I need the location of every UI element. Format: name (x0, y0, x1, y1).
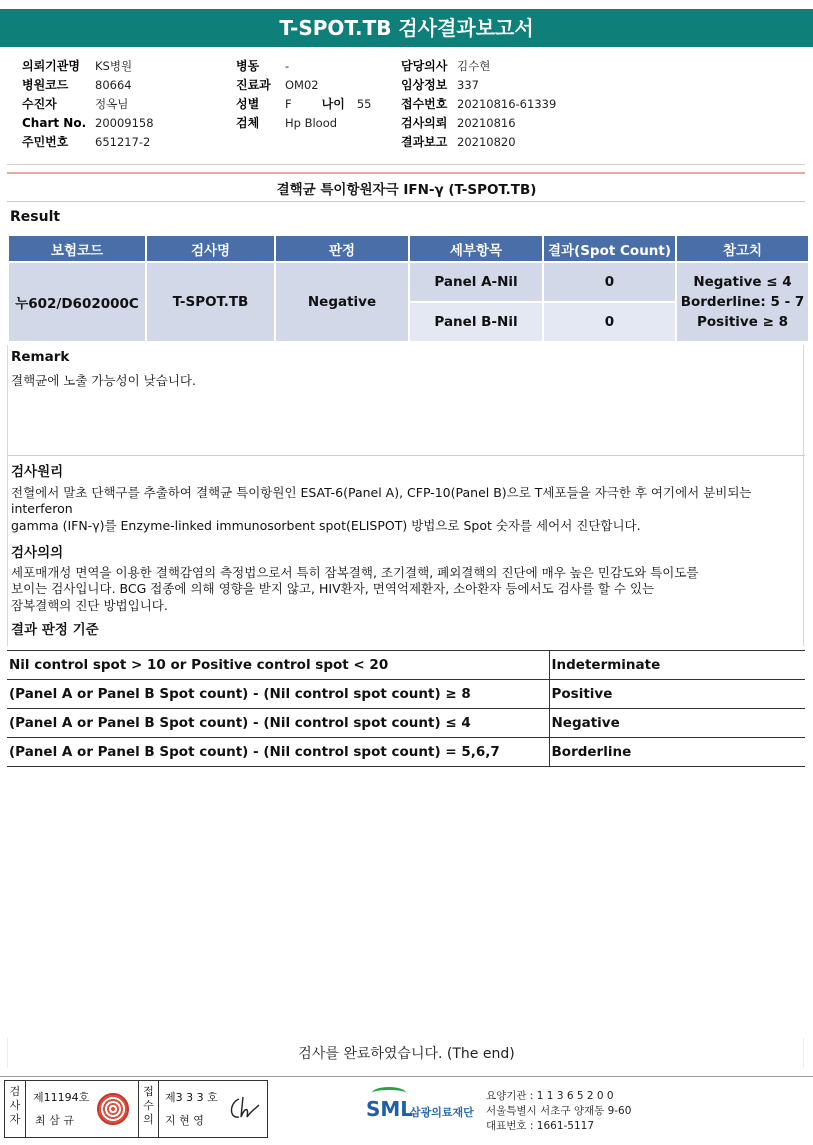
test-name: T-SPOT.TB (147, 263, 274, 341)
criteria-heading: 결과 판정 기준 (11, 622, 99, 638)
info-label: Chart No. (22, 115, 87, 130)
info-label: 접수번호 (401, 97, 448, 111)
org-info-line: 요양기관 : 1 1 3 6 5 2 0 0 (486, 1090, 614, 1102)
significance-heading: 검사의의 (11, 545, 64, 561)
remark-heading: Remark (11, 349, 70, 365)
divider (7, 201, 805, 202)
principle-line: 전혈에서 말초 단핵구를 추출하여 결핵균 특이항원인 ESAT-6(Panel A), CFP-10(Panel B)으로 T세포들을 자극한 후 여기에서 분비되는 (11, 485, 752, 500)
logo-abbr: SML (366, 1097, 414, 1121)
info-value: 651217-2 (95, 134, 151, 149)
logo-name: 삼광의료재단 (410, 1106, 474, 1119)
reference-line: Borderline: 5 - 7 (680, 294, 805, 310)
criteria-result: Positive (549, 680, 805, 709)
info-label: 수진자 (22, 97, 57, 111)
sig-char: 접 (143, 1085, 154, 1098)
detail-item: Panel B-Nil (410, 303, 542, 341)
license-number: 제3 3 3 호 (165, 1091, 218, 1104)
seal-icon (97, 1093, 129, 1125)
criteria-condition: (Panel A or Panel B Spot count) - (Nil control spot count) ≥ 8 (7, 680, 549, 709)
col-header: 참고치 (677, 236, 808, 261)
info-value: Hp Blood (285, 115, 338, 130)
sig-label-examiner (5, 1081, 26, 1137)
signature-box (4, 1080, 268, 1138)
sig-char: 사 (9, 1099, 21, 1112)
judgement: Negative (276, 263, 408, 341)
info-value: 20009158 (95, 115, 154, 130)
criteria-condition: Nil control spot > 10 or Positive control spot < 20 (7, 651, 549, 680)
info-value: 정옥님 (95, 96, 129, 111)
significance-line: 보이는 검사입니다. BCG 접종에 의해 영향을 받지 않고, HIV환자, 면역억제환자, 소아환자 등에서도 검사를 할 수 있는 (11, 581, 655, 596)
col-header: 판정 (276, 236, 408, 261)
criteria-result: Indeterminate (549, 651, 805, 680)
info-value: - (285, 58, 290, 73)
divider (0, 1076, 813, 1077)
org-info-line: 대표번호 : 1661-5117 (486, 1120, 595, 1132)
info-value: 337 (457, 77, 479, 92)
criteria-result: Borderline (549, 738, 805, 767)
physician-name: 지 현 영 (165, 1114, 204, 1127)
table-row (7, 651, 805, 680)
info-label: 성별 (236, 97, 260, 111)
insurance-code: 누602/D602000C (9, 263, 145, 341)
info-label: 의뢰기관명 (22, 59, 80, 73)
org-info (486, 1089, 631, 1134)
info-section (7, 456, 804, 646)
info-label: 검사의뢰 (401, 116, 448, 130)
reference-range (677, 263, 808, 341)
license-number: 제11194호 (33, 1091, 90, 1104)
info-label: 진료과 (236, 78, 271, 92)
criteria-condition: (Panel A or Panel B Spot count) - (Nil control spot count) ≤ 4 (7, 709, 549, 738)
table-row (7, 709, 805, 738)
report-title: T-SPOT.TB 검사결과보고서 (0, 9, 813, 47)
reference-line: Negative ≤ 4 (693, 274, 792, 290)
sig-char: 의 (143, 1113, 154, 1126)
sig-char: 검 (9, 1085, 21, 1098)
end-text: 검사를 완료하였습니다. (The end) (298, 1046, 515, 1062)
significance-line: 세포매개성 면역을 이용한 결핵감염의 측정법으로서 특히 잠복결핵, 조기결핵, 폐외결핵의 진단에 매우 높은 민감도와 특이도를 (11, 565, 699, 580)
table-row (7, 680, 805, 709)
principle-line: gamma (IFN-γ)를 Enzyme-linked immunosorbent spot(ELISPOT) 방법으로 Spot 숫자를 세어서 진단합니다. (11, 518, 641, 533)
spot-count: 0 (544, 303, 675, 341)
col-header: 결과(Spot Count) (544, 236, 675, 261)
info-value: 김수현 (457, 58, 491, 73)
patient-info-left (22, 56, 154, 151)
remark-text: 결핵균에 노출 가능성이 낮습니다. (11, 373, 196, 388)
info-label: 임상정보 (401, 78, 448, 92)
info-label: 주민번호 (22, 135, 69, 149)
table-row (7, 738, 805, 767)
detail-item: Panel A-Nil (410, 263, 542, 301)
patient-info-mid (236, 56, 371, 132)
info-label: 결과보고 (401, 135, 448, 149)
info-value: 20210816-61339 (457, 96, 557, 111)
spot-count: 0 (544, 263, 675, 301)
significance-line: 잠복결핵의 진단 방법입니다. (11, 598, 168, 613)
examiner-name: 최 삼 규 (35, 1114, 74, 1127)
sig-char: 자 (9, 1113, 21, 1126)
result-table (7, 234, 810, 343)
criteria-condition: (Panel A or Panel B Spot count) - (Nil control spot count) = 5,6,7 (7, 738, 549, 767)
divider (7, 164, 805, 165)
remark-section (7, 345, 804, 455)
reference-line: Positive ≥ 8 (697, 314, 788, 330)
signature-icon (225, 1093, 263, 1125)
info-value: OM02 (285, 77, 319, 92)
principle-heading: 검사원리 (11, 464, 64, 480)
info-value: 20210820 (457, 134, 516, 149)
criteria-table (7, 650, 805, 767)
info-label: 병원코드 (22, 78, 69, 92)
info-value: KS병원 (95, 58, 133, 73)
patient-info-right (401, 56, 556, 151)
criteria-result: Negative (549, 709, 805, 738)
age-label: 나이 (321, 97, 345, 111)
info-label: 담당의사 (401, 59, 448, 73)
info-value: F (285, 96, 292, 111)
info-value: 20210816 (457, 115, 516, 130)
info-value: 80664 (95, 77, 132, 92)
col-header: 세부항목 (410, 236, 542, 261)
age-value: 55 (356, 96, 372, 111)
divider (7, 172, 805, 174)
result-heading: Result (10, 209, 61, 225)
test-subtitle: 결핵균 특이항원자극 IFN-γ (T-SPOT.TB) (276, 182, 537, 198)
sig-label-reception (138, 1081, 159, 1137)
org-info-line: 서울특별시 서초구 양재동 9-60 (486, 1105, 632, 1117)
col-header: 보험코드 (9, 236, 145, 261)
principle-line: interferon (11, 501, 73, 516)
sig-char: 수 (143, 1099, 154, 1112)
col-header: 검사명 (147, 236, 274, 261)
info-label: 검체 (236, 116, 260, 130)
info-label: 병동 (236, 59, 260, 73)
